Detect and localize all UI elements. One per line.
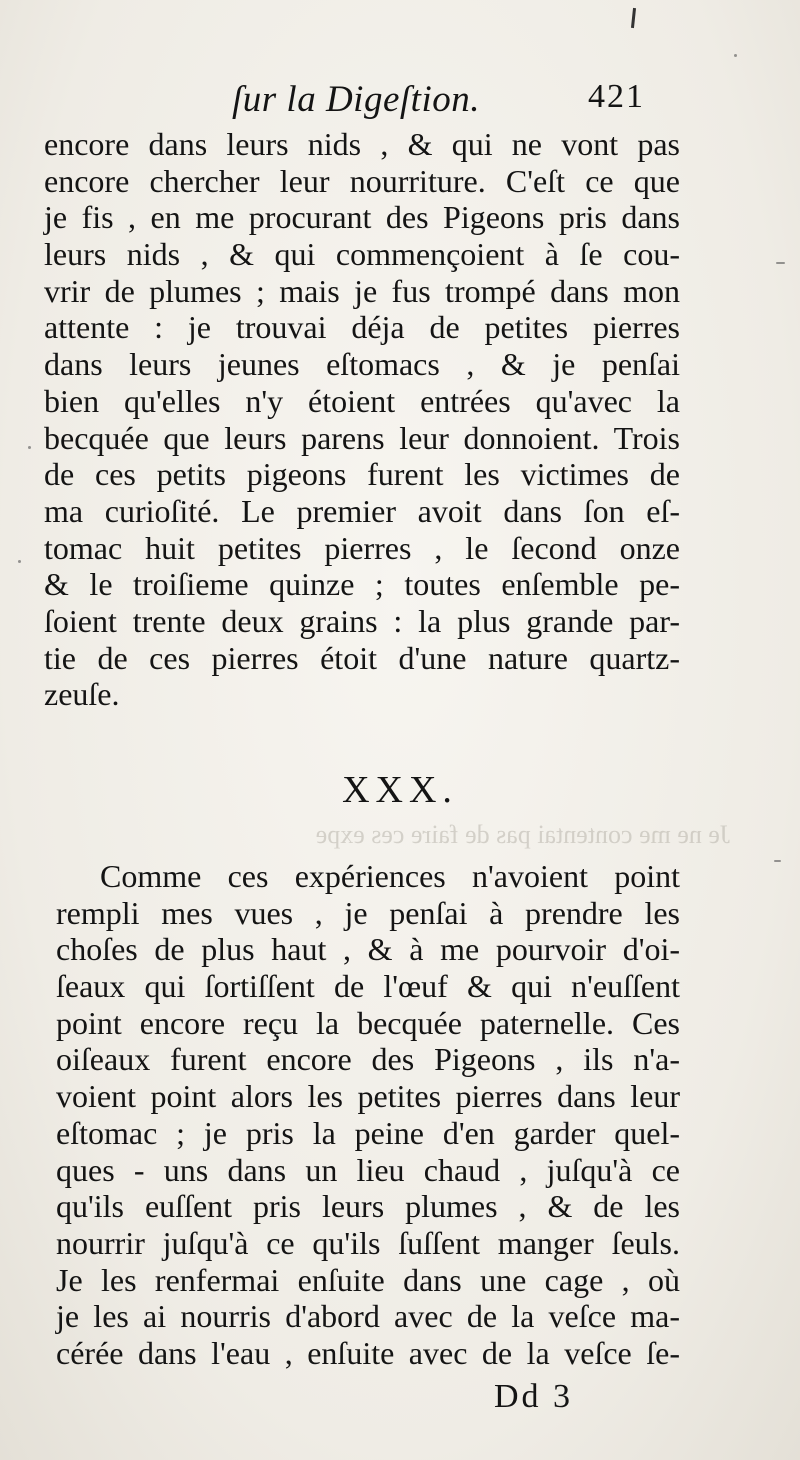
text-line: tie de ces pierres étoit d'une nature quartz- (44, 639, 680, 676)
text-line: rempli mes vues , je penſai à prendre les (56, 894, 680, 931)
text-line: Comme ces expériences n'avoient point (100, 858, 680, 894)
section-heading: XXX. (342, 769, 458, 811)
text-line: tomac huit petites pierres , le ſecond onze (44, 529, 680, 566)
catchword-signature: Dd 3 (494, 1378, 574, 1415)
text-line: ques - uns dans un lieu chaud , juſqu'à ce (56, 1151, 680, 1188)
text-line: encore dans leurs nids , & qui ne vont pas (44, 126, 680, 162)
bleed-through-text: Je ne me contentai pas de faire ces expe (315, 820, 730, 849)
running-head: ſur la Digeſtion. (232, 79, 480, 120)
text-line: ſoient trente deux grains : la plus grande par- (44, 602, 680, 639)
text-line: Je les renfermai enſuite dans une cage , où (56, 1261, 680, 1298)
text-line: dans leurs jeunes eſtomacs , & je penſai (44, 346, 680, 383)
text-line: je fis , en me procurant des Pigeons pris dans (44, 199, 680, 236)
text-line: choſes de plus haut , & à me pourvoir d'oi- (56, 931, 680, 968)
paper-speck (18, 560, 21, 563)
text-line: vrir de plumes ; mais je fus trompé dans mon (44, 272, 680, 309)
text-line: leurs nids , & qui commençoient à ſe cou- (44, 236, 680, 273)
paper-speck (28, 446, 31, 449)
paragraph-1 (44, 126, 680, 713)
text-line: oiſeaux furent encore des Pigeons , ils n'a- (56, 1041, 680, 1078)
text-line: eſtomac ; je pris la peine d'en garder quel- (56, 1114, 680, 1151)
text-line: je les ai nourris d'abord avec de la veſce ma- (56, 1298, 680, 1335)
text-line: qu'ils euſſent pris leurs plumes , & de les (56, 1188, 680, 1225)
text-line: voient point alors les petites pierres dans leur (56, 1078, 680, 1115)
paragraph-2 (56, 858, 680, 1372)
text-line: zeuſe. (44, 676, 120, 713)
text-line: attente : je trouvai déja de petites pierres (44, 309, 680, 346)
text-line: ſeaux qui ſortiſſent de l'œuf & qui n'euſſent (56, 968, 680, 1005)
text-line: de ces petits pigeons furent les victimes de (44, 456, 680, 493)
text-line: & le troiſieme quinze ; toutes enſemble pe- (44, 566, 680, 603)
page-edge-mark (631, 8, 636, 28)
text-line: encore chercher leur nourriture. C'eſt ce que (44, 162, 680, 199)
text-line: becquée que leurs parens leur donnoient. Trois (44, 419, 680, 456)
text-line: point encore reçu la becquée paternelle. Ces (56, 1004, 680, 1041)
text-line: ma curioſité. Le premier avoit dans ſon eſ- (44, 492, 680, 529)
page-header (0, 78, 800, 128)
paper-speck (774, 860, 781, 862)
text-line: cérée dans l'eau , enſuite avec de la veſce ſe- (56, 1334, 680, 1371)
text-line: bien qu'elles n'y étoient entrées qu'avec la (44, 382, 680, 419)
paper-speck (734, 54, 737, 57)
paper-speck (776, 262, 785, 264)
text-line: nourrir juſqu'à ce qu'ils ſuſſent manger ſeuls. (56, 1224, 680, 1261)
page-number: 421 (588, 78, 645, 115)
